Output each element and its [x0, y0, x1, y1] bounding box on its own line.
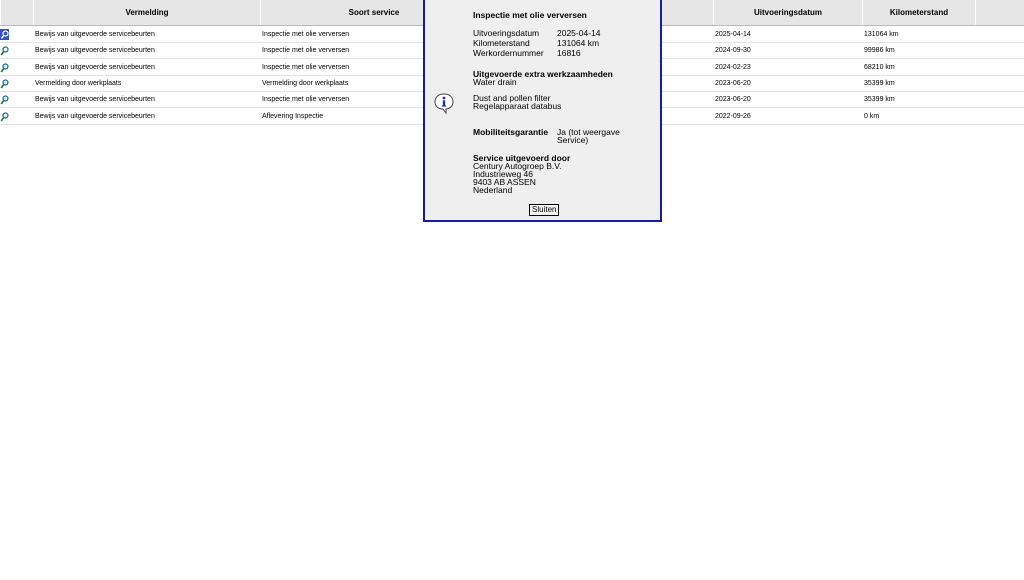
popup-title: Inspectie met olie verversen — [473, 10, 587, 20]
cell-uitvoeringsdatum: 2023-06-20 — [715, 96, 751, 103]
cell-kilometerstand: 131064 km — [864, 31, 899, 38]
werkorder-label: Werkordernummer — [473, 48, 544, 58]
km-label: Kilometerstand — [473, 38, 530, 48]
header-vermelding[interactable]: Vermelding — [33, 0, 260, 25]
header-kilometerstand[interactable]: Kilometerstand — [862, 0, 975, 25]
cell-uitvoeringsdatum: 2024-09-30 — [715, 47, 751, 54]
magnifier-selected-icon[interactable] — [0, 29, 10, 41]
cell-soort-service: Inspectie met olie verversen — [262, 47, 350, 54]
info-icon — [433, 92, 455, 114]
cell-vermelding: Bewijs van uitgevoerde servicebeurten — [35, 64, 155, 71]
extra-work-item: Water drain — [473, 77, 517, 87]
km-value: 131064 km — [557, 38, 600, 48]
close-button[interactable]: Sluiten — [529, 204, 559, 216]
cell-uitvoeringsdatum: 2023-06-20 — [715, 80, 751, 87]
cell-uitvoeringsdatum: 2024-02-23 — [715, 64, 751, 71]
cell-uitvoeringsdatum: 2025-04-14 — [715, 31, 751, 38]
werkorder-value: 16816 — [557, 48, 581, 58]
mobiliteit-label: Mobiliteitsgarantie — [473, 127, 549, 137]
datum-label: Uitvoeringsdatum — [473, 28, 540, 38]
cell-soort-service: Aflevering Inspectie — [262, 113, 324, 120]
magnifier-icon[interactable] — [0, 78, 10, 90]
header-uitvoeringsdatum[interactable]: Uitvoeringsdatum — [713, 0, 862, 25]
magnifier-icon[interactable] — [0, 111, 10, 123]
header-soort-service[interactable]: Soort service — [260, 0, 487, 25]
magnifier-icon[interactable] — [0, 62, 10, 74]
cell-soort-service: Inspectie met olie verversen — [262, 64, 350, 71]
cell-kilometerstand: 35399 km — [864, 80, 895, 87]
service-by-line: Industrieweg 46 — [473, 169, 534, 179]
cell-kilometerstand: 35399 km — [864, 96, 895, 103]
magnifier-icon[interactable] — [0, 94, 10, 106]
datum-value: 2025-04-14 — [557, 28, 601, 38]
cell-uitvoeringsdatum: 2022-09-26 — [715, 113, 751, 120]
cell-kilometerstand: 99986 km — [864, 47, 895, 54]
cell-vermelding: Vermelding door werkplaats — [35, 80, 122, 87]
header-filler-column — [975, 0, 1024, 25]
cell-soort-service: Inspectie met olie verversen — [262, 31, 350, 38]
cell-vermelding: Bewijs van uitgevoerde servicebeurten — [35, 31, 155, 38]
cell-soort-service: Vermelding door werkplaats — [262, 80, 349, 87]
cell-kilometerstand: 68210 km — [864, 64, 895, 71]
mobiliteit-value-cont: Service) — [557, 135, 589, 145]
service-by-line: 9403 AB ASSEN — [473, 177, 536, 187]
service-detail-popup — [423, 0, 662, 222]
cell-kilometerstand: 0 km — [864, 113, 880, 120]
mobiliteit-value: Ja (tot weergave — [557, 127, 620, 137]
cell-vermelding: Bewijs van uitgevoerde servicebeurten — [35, 47, 155, 54]
service-by-line: Nederland — [473, 185, 513, 195]
service-by-heading: Service uitgevoerd door — [473, 153, 571, 163]
extra-work-item: Dust and pollen filter — [473, 93, 551, 103]
cell-vermelding: Bewijs van uitgevoerde servicebeurten — [35, 96, 155, 103]
extra-work-heading: Uitgevoerde extra werkzaamheden — [473, 69, 613, 79]
cell-vermelding: Bewijs van uitgevoerde servicebeurten — [35, 113, 155, 120]
service-by-line: Century Autogroep B.V. — [473, 161, 562, 171]
cell-soort-service: Inspectie met olie verversen — [262, 96, 350, 103]
extra-work-item: Regelapparaat databus — [473, 101, 562, 111]
header-icon-column — [0, 0, 33, 25]
magnifier-icon[interactable] — [0, 45, 10, 57]
